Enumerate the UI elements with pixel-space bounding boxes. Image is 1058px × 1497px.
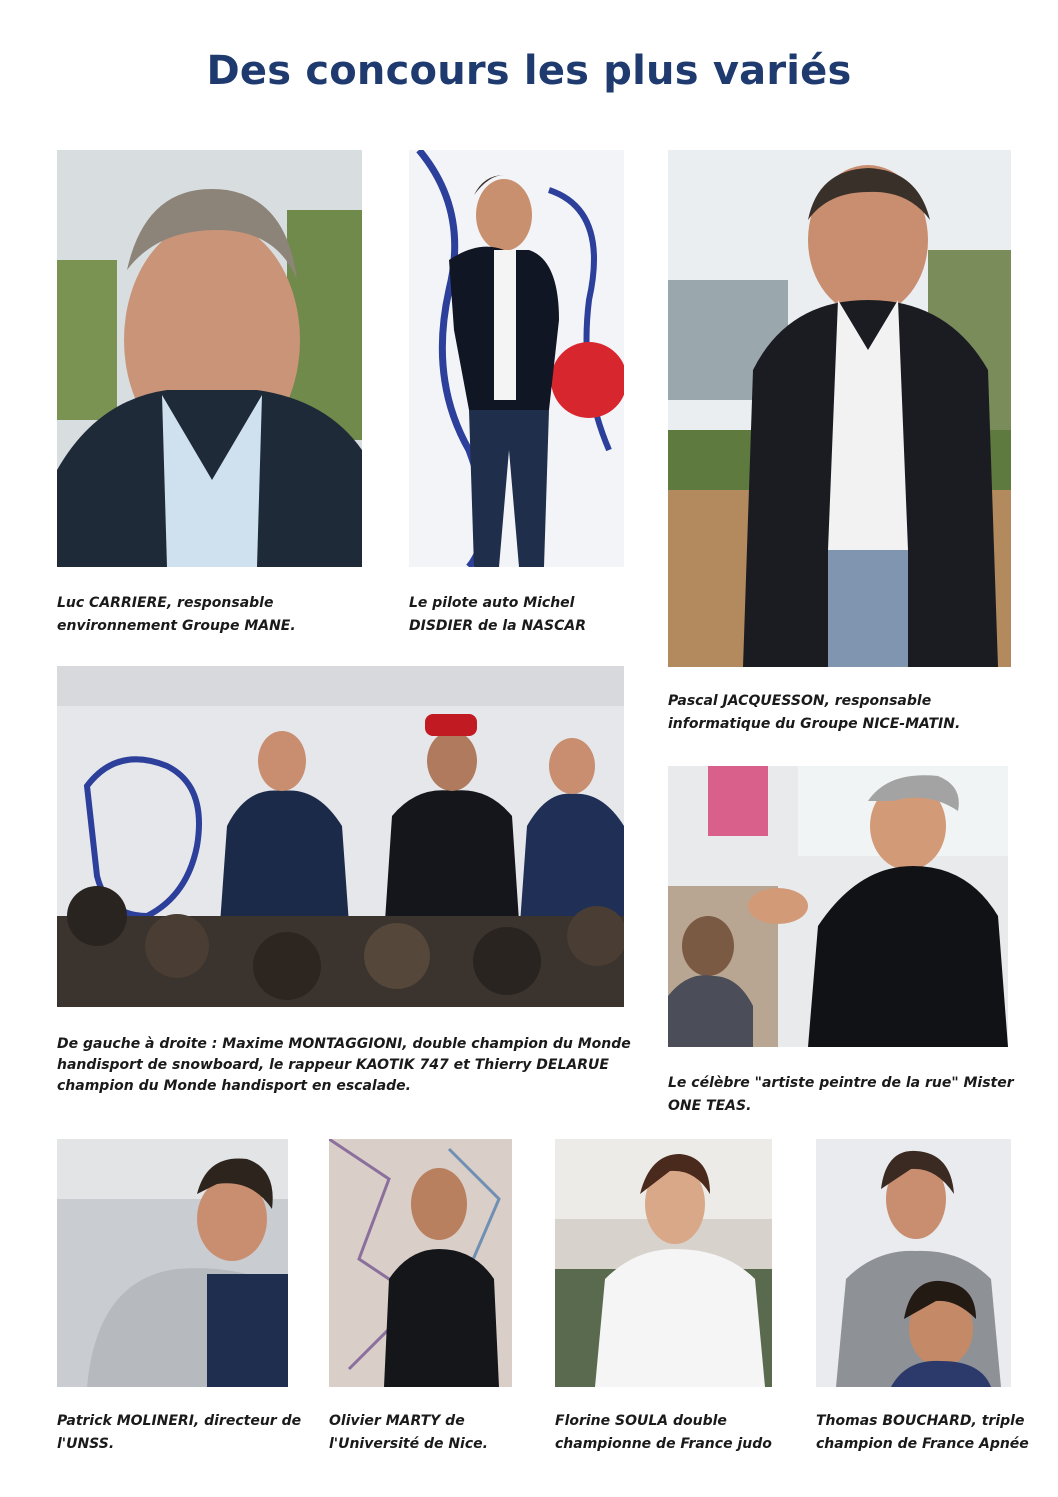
caption-line: Luc CARRIERE, responsable	[57, 595, 274, 611]
caption-line: championne de France judo	[555, 1436, 772, 1452]
caption-line: l'UNSS.	[57, 1436, 115, 1452]
caption-line: Olivier MARTY de	[329, 1413, 465, 1429]
caption-line: Patrick MOLINERI, directeur de	[57, 1413, 302, 1429]
caption-line: DISDIER de la NASCAR	[409, 618, 586, 634]
caption-luc-carriere	[57, 592, 296, 638]
photo-thomas-bouchard	[816, 1139, 1011, 1387]
photo-group-stage	[57, 666, 624, 1007]
caption-line: Thomas BOUCHARD, triple	[816, 1413, 1025, 1429]
caption-line: environnement Groupe MANE.	[57, 618, 296, 634]
photo-olivier-marty	[329, 1139, 512, 1387]
caption-line: handisport de snowboard, le rappeur KAOTIK 747 et Thierry DELARUE	[57, 1057, 609, 1073]
photo-patrick-molineri	[57, 1139, 288, 1387]
caption-line: Pascal JACQUESSON, responsable	[668, 693, 932, 709]
caption-line: De gauche à droite : Maxime MONTAGGIONI, double champion du Monde	[57, 1036, 631, 1052]
caption-line: Le célèbre "artiste peintre de la rue" Mister	[668, 1075, 1014, 1091]
caption-pascal-jacquesson	[668, 690, 960, 736]
caption-line: ONE TEAS.	[668, 1098, 752, 1114]
caption-line: champion de France Apnée	[816, 1436, 1029, 1452]
page-title: Des concours les plus variés	[206, 48, 852, 94]
caption-patrick-molineri	[57, 1410, 301, 1456]
caption-line: Florine SOULA double	[555, 1413, 727, 1429]
photo-michel-disdier	[409, 150, 624, 567]
caption-line: champion du Monde handisport en escalade.	[57, 1078, 411, 1094]
caption-line: l'Université de Nice.	[329, 1436, 488, 1452]
caption-line: Le pilote auto Michel	[409, 595, 575, 611]
caption-thomas-bouchard	[816, 1410, 1029, 1456]
photo-one-teas	[668, 766, 1008, 1047]
photo-luc-carriere	[57, 150, 362, 567]
caption-one-teas	[668, 1072, 1014, 1118]
caption-florine-soula	[555, 1410, 772, 1456]
photo-florine-soula	[555, 1139, 772, 1387]
caption-michel-disdier	[409, 592, 586, 638]
caption-group-stage	[57, 1034, 631, 1097]
photo-pascal-jacquesson	[668, 150, 1011, 667]
caption-olivier-marty	[329, 1410, 488, 1456]
caption-line: informatique du Groupe NICE-MATIN.	[668, 716, 961, 732]
